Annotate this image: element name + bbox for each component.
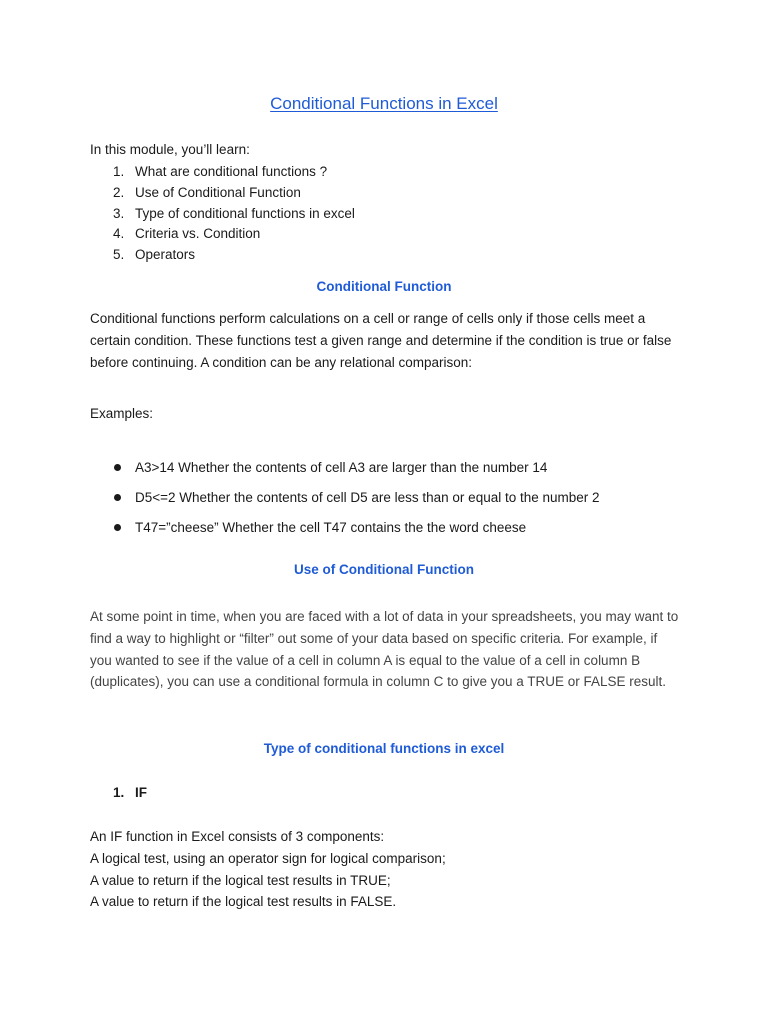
example-text: T47=”cheese” Whether the cell T47 contains the the word cheese — [135, 520, 527, 535]
list-item — [90, 183, 355, 204]
list-number: 4. — [113, 226, 125, 242]
bullet-icon — [114, 524, 121, 531]
text-line: A logical test, using an operator sign for logical comparison; — [90, 850, 446, 866]
section-heading-conditional-function: Conditional Function — [316, 279, 452, 294]
list-number: 5. — [113, 247, 125, 263]
bullet-icon — [114, 464, 121, 471]
text-line: A value to return if the logical test results in TRUE; — [90, 872, 391, 888]
list-number: 3. — [113, 205, 125, 221]
intro-text: In this module, you’ll learn: — [90, 142, 250, 157]
list-number: 2. — [113, 184, 125, 200]
list-number: 1. — [113, 164, 125, 179]
section-paragraph: At some point in time, when you are faced with a lot of data in your spreadsheets, you may want to find a way to highlight or “filter” out some of your data based on specific criteria. For example, if you wanted to see if the value of a cell in column A is equal to the value of a cell in column B (duplicates), you can use a conditional formula in column C to give you a TRUE or FALSE result. — [90, 609, 679, 690]
section-heading-use: Use of Conditional Function — [294, 562, 474, 577]
list-number: 1. — [113, 785, 125, 800]
list-item — [90, 457, 600, 487]
list-item — [90, 224, 355, 245]
list-item-text: Criteria vs. Condition — [135, 226, 261, 242]
page-title: Conditional Functions in Excel — [270, 94, 498, 113]
subheading-text: IF — [135, 785, 147, 800]
bullet-icon — [114, 494, 121, 501]
list-item — [90, 162, 355, 183]
list-item-text: Use of Conditional Function — [135, 184, 301, 200]
section-heading-types: Type of conditional functions in excel — [263, 741, 505, 756]
list-item — [90, 517, 600, 547]
example-text: A3>14 Whether the contents of cell A3 are larger than the number 14 — [135, 460, 548, 475]
list-item-text: Operators — [135, 247, 196, 263]
text-line: An IF function in Excel consists of 3 components: — [90, 829, 385, 844]
list-item — [90, 204, 355, 225]
list-item-text: Type of conditional functions in excel — [135, 205, 355, 221]
list-item — [90, 245, 355, 266]
if-description — [90, 826, 446, 913]
example-text: D5<=2 Whether the contents of cell D5 are less than or equal to the number 2 — [135, 490, 600, 505]
list-item — [90, 487, 600, 517]
text-line: A value to return if the logical test results in FALSE. — [90, 894, 397, 910]
module-list — [90, 162, 355, 266]
examples-list — [90, 457, 600, 547]
section-paragraph: Conditional functions perform calculations on a cell or range of cells only if those cells meet a certain condition. These functions test a given range and determine if the condition is true or false before continuing. A condition can be any relational comparison: — [90, 311, 672, 370]
list-item-text: What are conditional functions ? — [135, 164, 328, 179]
examples-label: Examples: — [90, 406, 154, 421]
